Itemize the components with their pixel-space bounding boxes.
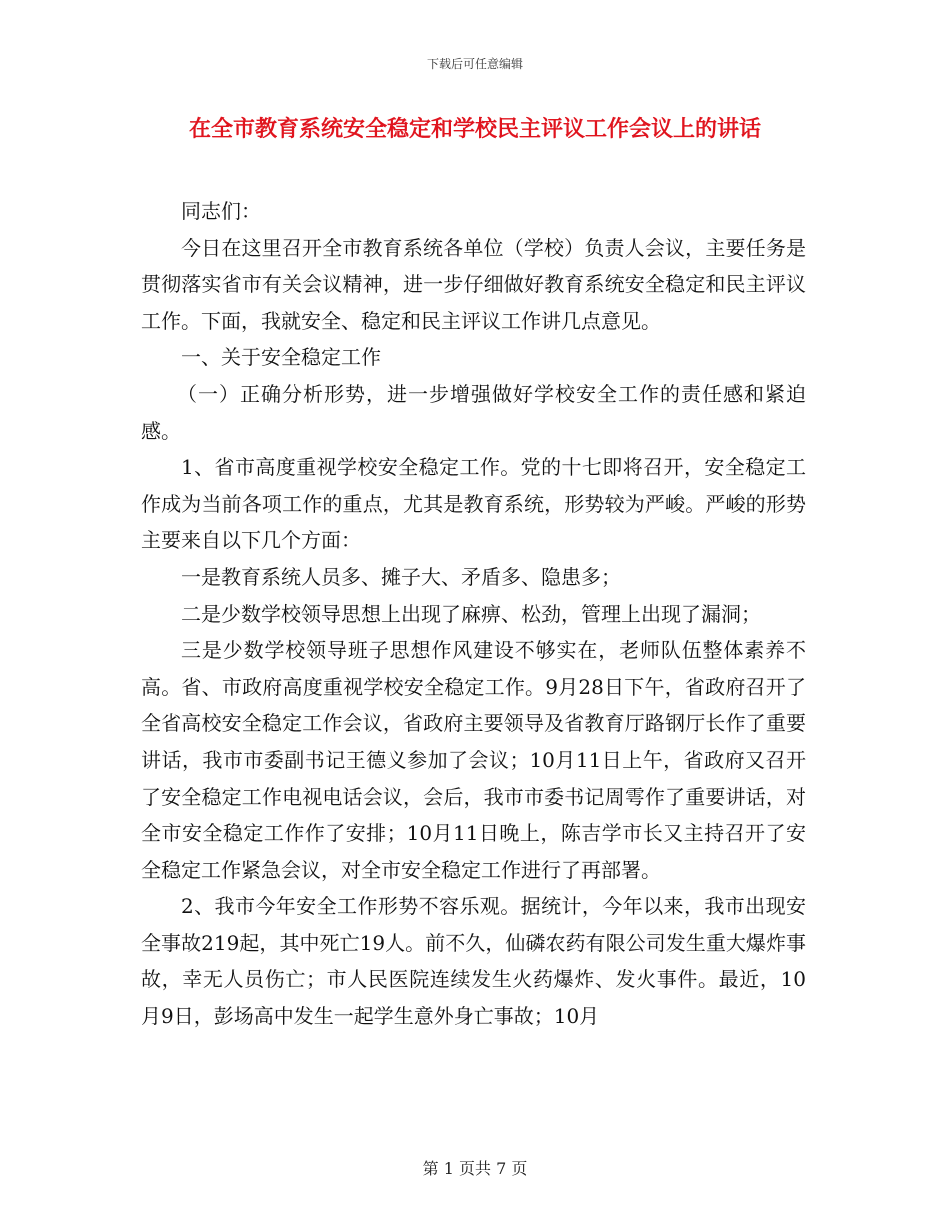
issue-2-paragraph: 二是少数学校领导思想上出现了麻痹、松劲，管理上出现了漏洞； <box>181 601 761 626</box>
document-body <box>141 193 806 1035</box>
salutation-paragraph: 同志们： <box>181 199 261 223</box>
issue-3-paragraph: 三是少数学校领导班子思想作风建设不够实在，老师队伍整体素养不高。省、市政府高度重视学校安全稳定工作。9月28日下午，省政府召开了全省高校安全稳定工作会议，省政府主要领导及省教育厅路钢厅长作了重要讲话，我市市委副书记王德义参加了会议；10月11日上午，省政府又召开了安全稳定工作电视电话会议，会后，我市市委书记周雩作了重要讲话，对全市安全稳定工作作了安排；10月11日晚上，陈吉学市长又主持召开了安全稳定工作紧急会议，对全市安全稳定工作进行了再部署。 <box>141 638 806 882</box>
point-1-paragraph: 1、省市高度重视学校安全稳定工作。党的十七即将召开，安全稳定工作成为当前各项工作的重点，尤其是教育系统，形势较为严峻。严峻的形势主要来自以下几个方面： <box>141 455 806 553</box>
issue-1-paragraph: 一是教育系统人员多、摊子大、矛盾多、隐患多； <box>181 564 621 589</box>
subsection-heading: （一）正确分析形势，进一步增强做好学校安全工作的责任感和紧迫感。 <box>141 381 806 443</box>
document-title: 在全市教育系统安全稳定和学校民主评议工作会议上的讲话 <box>188 116 761 142</box>
intro-paragraph: 今日在这里召开全市教育系统各单位（学校）负责人会议，主要任务是贯彻落实省市有关会议精神，进一步仔细做好教育系统安全稳定和民主评议工作。下面，我就安全、稳定和民主评议工作讲几点意见。 <box>141 235 806 333</box>
section-heading-safety: 一、关于安全稳定工作 <box>181 345 381 370</box>
page-number: 第 1 页共 7 页 <box>422 1159 528 1178</box>
header-note: 下载后可任意编辑 <box>426 57 523 71</box>
point-2-paragraph: 2、我市今年安全工作形势不容乐观。据统计，今年以来，我市出现安全事故219起，其中死亡19人。前不久，仙磷农药有限公司发生重大爆炸事故，幸无人员伤亡；市人民医院连续发生火药爆炸、发火事件。最近，10月9日，彭场高中发生一起学生意外身亡事故；10月 <box>141 894 806 1029</box>
